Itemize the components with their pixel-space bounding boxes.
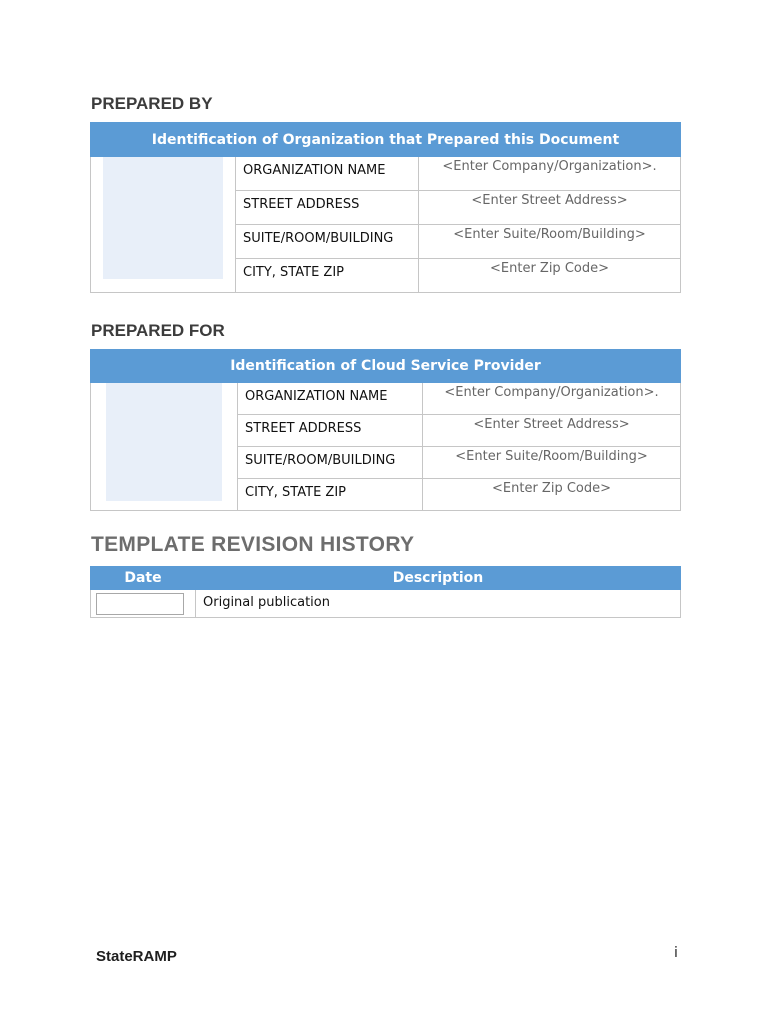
revision-history-heading: TEMPLATE REVISION HISTORY (91, 533, 415, 556)
description-column-header: Description (196, 567, 681, 590)
prepared-for-table-title: Identification of Cloud Service Provider (91, 350, 681, 383)
street-address-field[interactable]: <Enter Street Address> (423, 415, 681, 447)
organization-name-field[interactable]: <Enter Company/Organization>. (419, 157, 681, 191)
suite-room-building-field[interactable]: <Enter Suite/Room/Building> (419, 225, 681, 259)
prepared-for-heading: PREPARED FOR (91, 321, 225, 340)
description-cell[interactable]: Original publication (196, 590, 681, 618)
field-label: CITY, STATE ZIP (238, 479, 423, 511)
prepared-by-logo-cell (91, 157, 236, 293)
organization-name-field[interactable]: <Enter Company/Organization>. (423, 383, 681, 415)
table-row (91, 590, 681, 618)
field-label: CITY, STATE ZIP (236, 259, 419, 293)
field-label: SUITE/ROOM/BUILDING (236, 225, 419, 259)
footer-brand: StateRAMP (96, 948, 177, 965)
field-label: ORGANIZATION NAME (238, 383, 423, 415)
logo-placeholder[interactable] (103, 157, 223, 279)
field-label: ORGANIZATION NAME (236, 157, 419, 191)
field-label: STREET ADDRESS (236, 191, 419, 225)
logo-placeholder[interactable] (106, 383, 222, 501)
date-column-header: Date (91, 567, 196, 590)
prepared-by-heading: PREPARED BY (91, 94, 213, 113)
field-label: STREET ADDRESS (238, 415, 423, 447)
suite-room-building-field[interactable]: <Enter Suite/Room/Building> (423, 447, 681, 479)
prepared-by-table (90, 122, 681, 293)
zip-code-field[interactable]: <Enter Zip Code> (423, 479, 681, 511)
street-address-field[interactable]: <Enter Street Address> (419, 191, 681, 225)
page-number: i (674, 945, 678, 961)
prepared-for-logo-cell (91, 383, 238, 511)
date-field[interactable] (96, 593, 184, 615)
zip-code-field[interactable]: <Enter Zip Code> (419, 259, 681, 293)
revision-history-table (90, 566, 681, 618)
prepared-for-table (90, 349, 681, 511)
field-label: SUITE/ROOM/BUILDING (238, 447, 423, 479)
prepared-by-table-title: Identification of Organization that Prepared this Document (91, 123, 681, 157)
date-cell (91, 590, 196, 618)
